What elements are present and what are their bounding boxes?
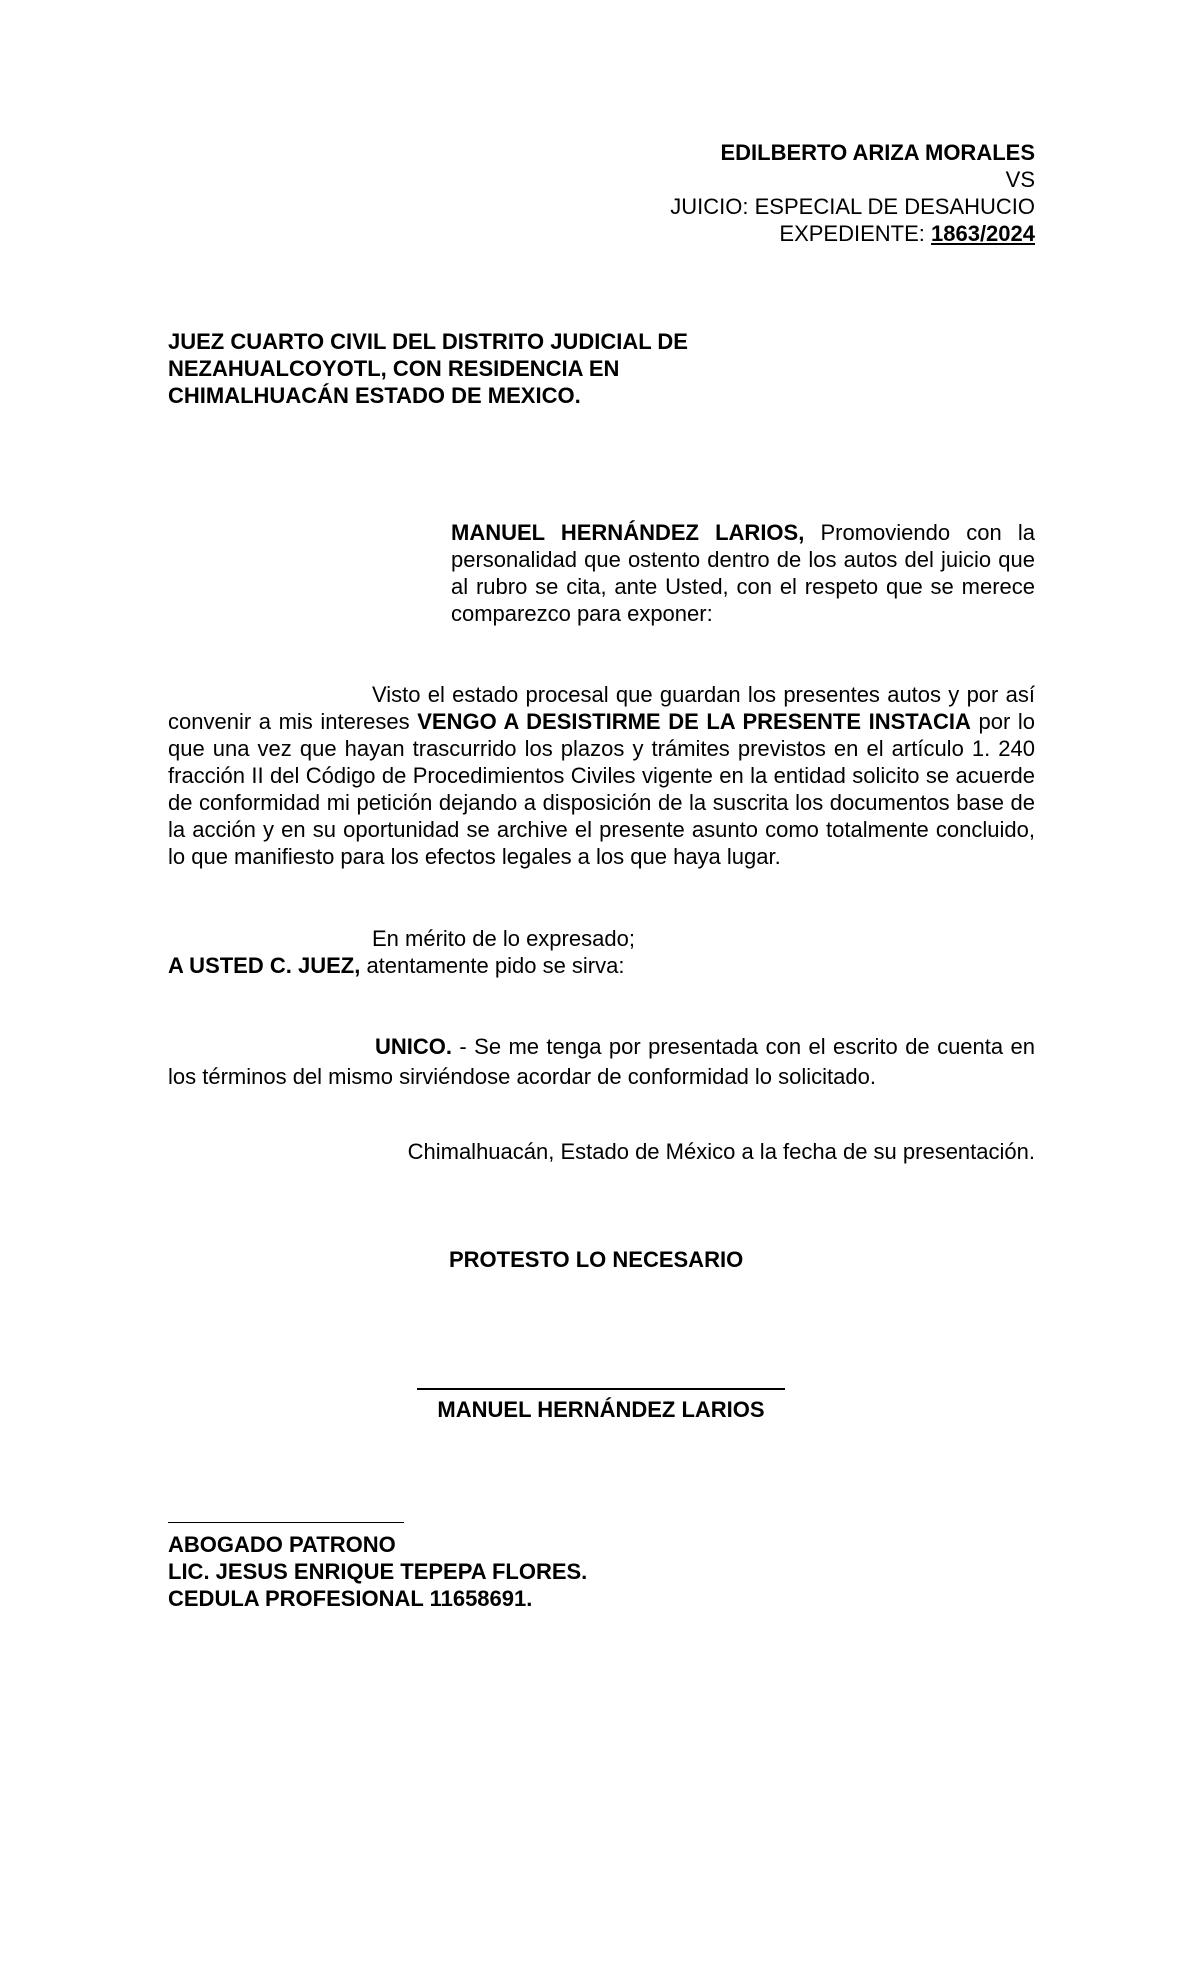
protesto-heading [168,1246,1035,1273]
addressee-line: JUEZ CUARTO CIVIL DEL DISTRITO JUDICIAL DE [168,329,688,354]
lawyer-license: CEDULA PROFESIONAL 11658691. [168,1586,533,1611]
place-and-date: Chimalhuacán, Estado de México a la fecha de su presentación. [407,1139,1035,1164]
body-paragraph [168,681,1035,870]
file-number: 1863/2024 [931,221,1035,246]
merito-rest: atentamente pido se sirva: [360,953,625,978]
body-text-before: Visto el estado procesal que guardan los presentes autos y por así convenir a mis intereses [168,682,1035,734]
intro-text [168,519,1035,627]
versus-label: VS [1005,167,1035,192]
signature-block [415,1388,787,1423]
promoter-name: MANUEL HERNÁNDEZ LARIOS, [451,520,805,545]
unico-body: - Se me tenga por presentada con el escrito de cuenta en los términos del mismo sirviéndose acordar de conformidad lo solicitado. [168,1034,1035,1089]
intro-paragraph [168,519,1035,627]
plaintiff-name: EDILBERTO ARIZA MORALES [720,140,1035,165]
body-bold-request: VENGO A DESISTIRME DE LA PRESENTE INSTACIA [417,709,971,734]
addressee-block [168,328,1035,409]
lawyer-block [168,1522,1035,1612]
merito-line1: En mérito de lo expresado; [372,926,635,951]
merito-paragraph [168,925,1035,979]
merito-bold: A USTED C. JUEZ, [168,953,361,978]
merito-line2 [168,952,1035,979]
intro-body: Promoviendo con la personalidad que ostento dentro de los autos del juicio que al rubro se cita, ante Usted, con el respeto que se merece comparezco para exponer: [451,520,1036,626]
file-line [168,220,1035,247]
lawyer-signature-line [168,1522,404,1523]
lawyer-role: ABOGADO PATRONO [168,1532,396,1557]
file-label: EXPEDIENTE: [779,221,931,246]
addressee-line: CHIMALHUACÁN ESTADO DE MEXICO. [168,383,581,408]
trial-type: JUICIO: ESPECIAL DE DESAHUCIO [670,194,1035,219]
protesto-text: PROTESTO LO NECESARIO [449,1247,744,1272]
addressee-line: NEZAHUALCOYOTL, CON RESIDENCIA EN [168,356,620,381]
signature-line [417,1388,785,1390]
signer-name: MANUEL HERNÁNDEZ LARIOS [437,1397,765,1422]
unico-text [168,1032,1035,1092]
unico-paragraph [168,1032,1035,1092]
body-text [168,681,1035,870]
lawyer-name: LIC. JESUS ENRIQUE TEPEPA FLORES. [168,1559,588,1584]
body-text-after: por lo que una vez que hayan trascurrido los plazos y trámites previstos en el artículo 1. 240 fracción II del Código de Procedimientos Civiles vigente en la entidad solicito se acuerde de conformidad mi petición dejando a disposición de la suscrita los documentos base de la acción y en su oportunidad se archive el presente asunto como totalmente concluido, lo que manifiesto para los efectos legales a los que haya lugar. [168,709,1035,869]
unico-bold: UNICO. [375,1034,452,1059]
case-header [168,139,1035,247]
